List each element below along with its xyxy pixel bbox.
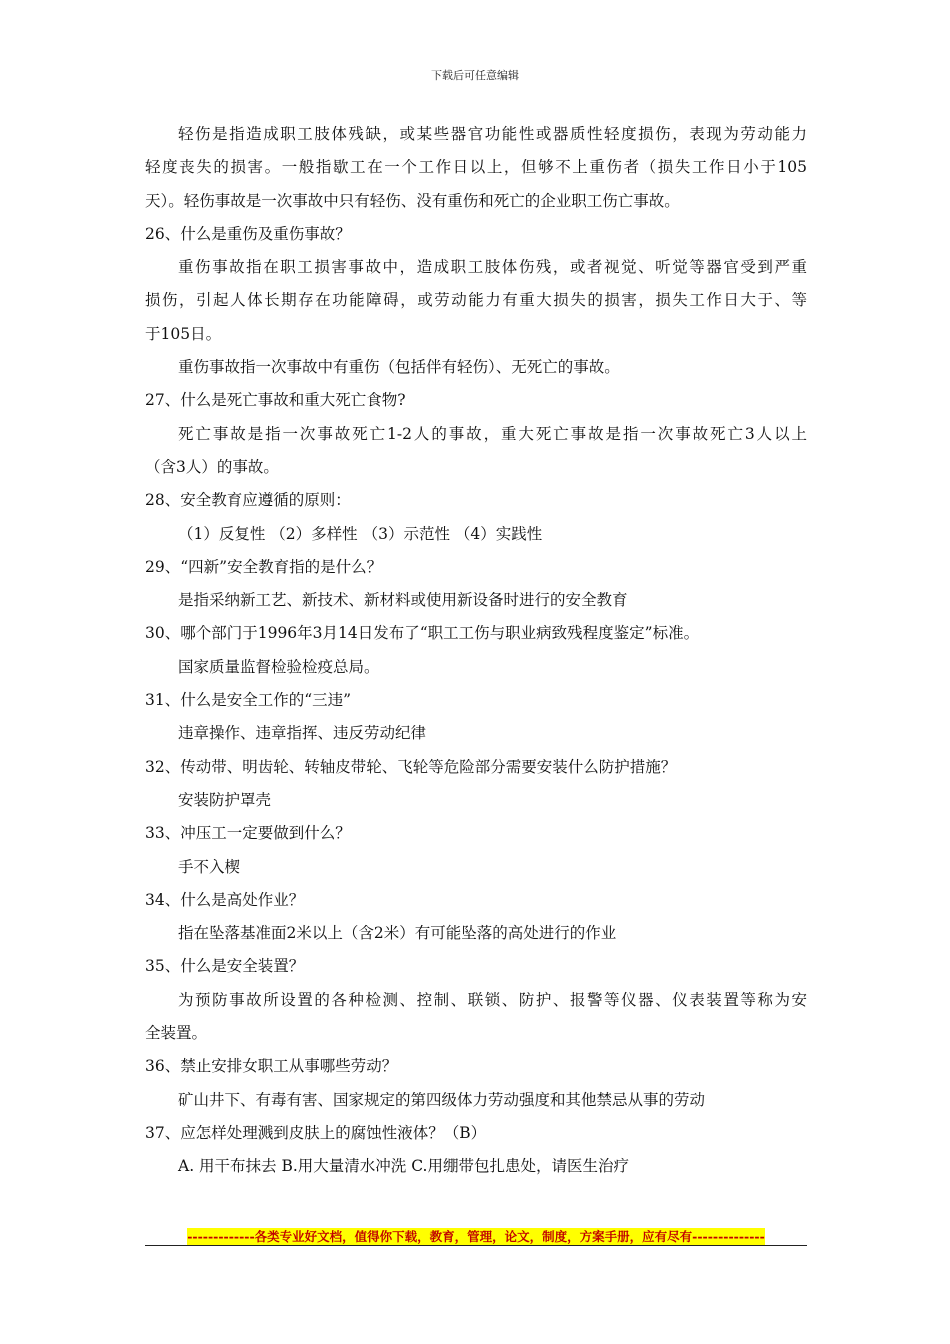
text-line: 国家质量监督检验检疫总局。 — [178, 657, 380, 676]
text-line: 26、什么是重伤及重伤事故？ — [145, 224, 351, 243]
text-line: 31、什么是安全工作的“三违” — [145, 691, 352, 710]
page-header: 下载后可任意编辑 — [431, 69, 519, 82]
footer-banner: -------------各类专业好文档，值得你下载，教育，管理，论文，制度，方案手册，应有尽有-------------- — [187, 1229, 765, 1244]
footer-rule — [145, 1245, 807, 1246]
text-line: 32、传动带、明齿轮、转轴皮带轮、飞轮等危险部分需要安装什么防护措施？ — [145, 757, 677, 776]
text-line: 29、“四新”安全教育指的是什么？ — [145, 557, 383, 576]
text-line: 安装防护罩壳 — [178, 790, 272, 809]
text-line: （1）反复性 （2）多样性 （3）示范性 （4）实践性 — [178, 524, 543, 543]
text-line: 27、什么是死亡事故和重大死亡食物? — [145, 391, 406, 410]
text-line: （含3人）的事故。 — [145, 457, 279, 476]
text-line: 33、冲压工一定要做到什么？ — [145, 824, 351, 843]
text-line: 重伤事故指在职工损害事故中，造成职工肢体伤残，或者视觉、听觉等器官受到严重 — [178, 258, 807, 277]
text-line: 重伤事故指一次事故中有重伤（包括伴有轻伤）、无死亡的事故。 — [178, 358, 620, 377]
document-body — [145, 118, 807, 1184]
text-line: 手不入楔 — [178, 857, 241, 876]
text-line: 死亡事故是指一次事故死亡1-2人的事故，重大死亡事故是指一次事故死亡3人以上 — [178, 424, 807, 443]
text-line: 28、安全教育应遵循的原则： — [145, 491, 351, 510]
text-line: 为预防事故所设置的各种检测、控制、联锁、防护、报警等仪器、仪表装置等称为安 — [178, 990, 807, 1009]
text-line: 34、什么是高处作业？ — [145, 890, 305, 909]
text-line: 30、哪个部门于1996年3月14日发布了“职工工伤与职业病致残程度鉴定”标准。 — [145, 624, 700, 643]
text-line: A. 用干布抹去 B.用大量清水冲洗 C.用绷带包扎患处，请医生治疗 — [178, 1157, 629, 1176]
text-line: 违章操作、违章指挥、违反劳动纪律 — [178, 724, 427, 743]
text-line: 35、什么是安全装置？ — [145, 957, 305, 976]
footer — [145, 1226, 807, 1245]
text-line: 全装置。 — [145, 1024, 208, 1043]
text-line: 轻伤是指造成职工肢体残缺，或某些器官功能性或器质性轻度损伤，表现为劳动能力 — [178, 125, 807, 143]
text-line: 轻度丧失的损害。一般指歇工在一个工作日以上，但够不上重伤者（损失工作日小于105 — [145, 158, 807, 177]
text-line: 37、应怎样处理溅到皮肤上的腐蚀性液体？（B） — [145, 1123, 487, 1142]
text-line: 矿山井下、有毒有害、国家规定的第四级体力劳动强度和其他禁忌从事的劳动 — [178, 1090, 706, 1109]
text-line: 是指采纳新工艺、新技术、新材料或使用新设备时进行的安全教育 — [178, 591, 628, 610]
text-line: 36、禁止安排女职工从事哪些劳动？ — [145, 1057, 398, 1076]
text-line: 损伤，引起人体长期存在功能障碍，或劳动能力有重大损失的损害，损失工作日大于、等 — [145, 291, 807, 310]
text-line: 天）。轻伤事故是一次事故中只有轻伤、没有重伤和死亡的企业职工伤亡事故。 — [145, 191, 680, 210]
text-line: 于105日。 — [145, 324, 222, 343]
text-line: 指在坠落基准面2米以上（含2米）有可能坠落的高处进行的作业 — [178, 924, 617, 943]
